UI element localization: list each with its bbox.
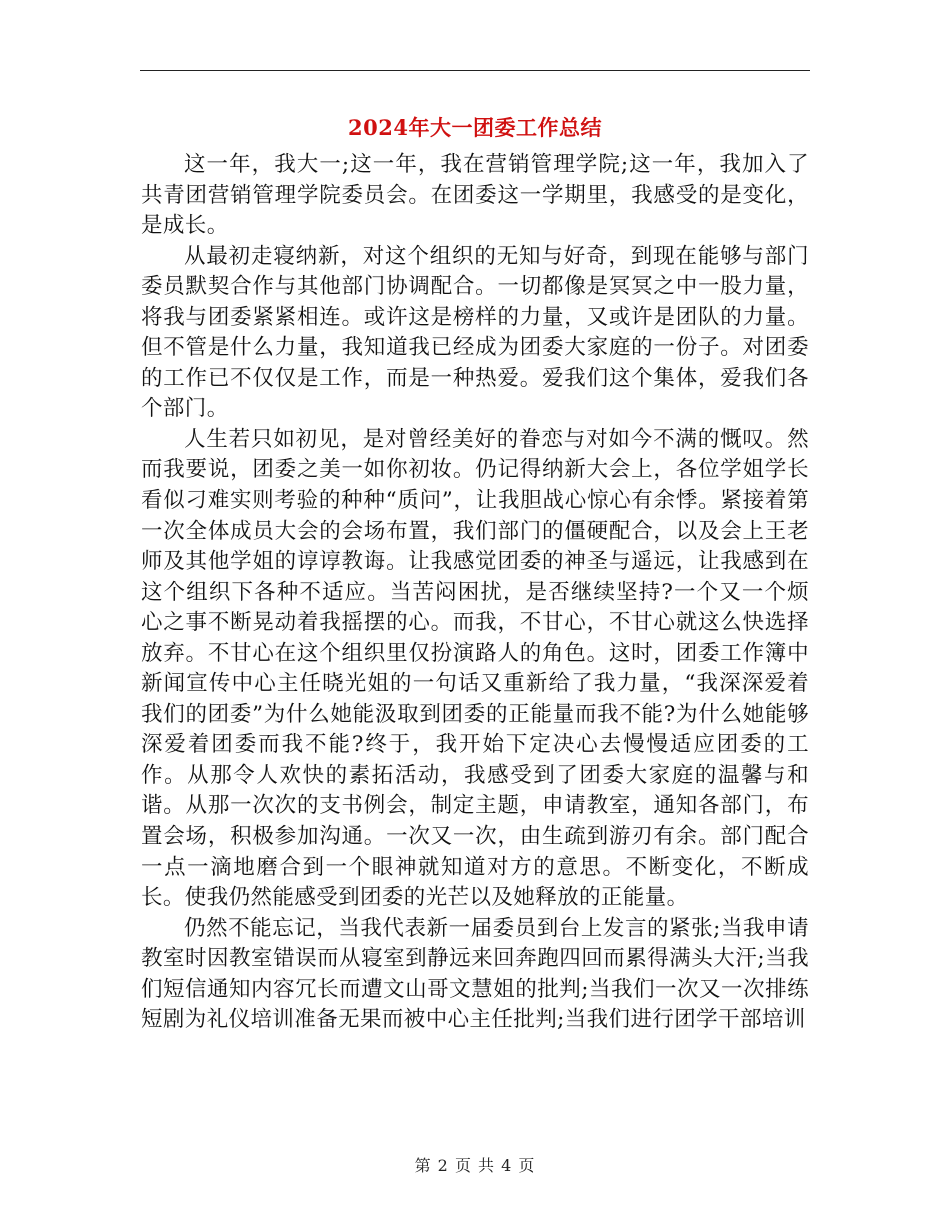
paragraph-1: 这一年，我大一;这一年，我在营销管理学院;这一年，我加入了共青团营销管理学院委员会。在团委这一学期里，我感受的是变化，是成长。 [141, 152, 809, 239]
paragraph-3: 人生若只如初见，是对曾经美好的眷恋与对如今不满的慨叹。然而我要说，团委之美一如你初妆。仍记得纳新大会上，各位学姐学长看似刁难实则考验的种种“质问”，让我胆战心惊心有余悸。紧接着第一次全体成员大会的会场布置，我们部门的僵硬配合，以及会上王老师及其他学姐的谆谆教诲。让我感觉团委的神圣与遥远，让我感到在这个组织下各种不适应。当苦闷困扰，是否继续坚持?一个又一个烦心之事不断晃动着我摇摆的心。而我，不甘心，不甘心就这么快选择放弃。不甘心在这个组织里仅扮演路人的角色。这时，团委工作簿中新闻宣传中心主任晓光姐的一句话又重新给了我力量，“我深深爱着我们的团委”为什么她能汲取到团委的正能量而我不能?为什么她能够深爱着团委而我不能?终于，我开始下定决心去慢慢适应团委的工作。从那令人欢快的素拓活动，我感受到了团委大家庭的温馨与和谐。从那一次次的支书例会，制定主题，申请教室，通知各部门，布置会场，积极参加沟通。一次又一次，由生疏到游刃有余。部门配合一点一滴地磨合到一个眼神就知道对方的意思。不断变化，不断成长。使我仍然能感受到团委的光芒以及她释放的正能量。 [141, 426, 809, 911]
header-rule [140, 70, 810, 71]
document-body [141, 150, 809, 1036]
paragraph-4: 仍然不能忘记，当我代表新一届委员到台上发言的紧张;当我申请教室时因教室错误而从寝室到静远来回奔跑四回而累得满头大汗;当我们短信通知内容冗长而遭文山哥文慧姐的批判;当我们一次又一次排练短剧为礼仪培训准备无果而被中心主任批判;当我们进行团学干部培训 [141, 915, 809, 1033]
paragraph-2: 从最初走寝纳新，对这个组织的无知与好奇，到现在能够与部门委员默契合作与其他部门协调配合。一切都像是冥冥之中一股力量，将我与团委紧紧相连。或许这是榜样的力量，又或许是团队的力量。但不管是什么力量，我知道我已经成为团委大家庭的一份子。对团委的工作已不仅仅是工作，而是一种热爱。爱我们这个集体，爱我们各个部门。 [141, 243, 809, 422]
page-number: 第 2 页 共 4 页 [414, 1156, 536, 1175]
document-title: 2024年大一团委工作总结 [348, 115, 602, 140]
